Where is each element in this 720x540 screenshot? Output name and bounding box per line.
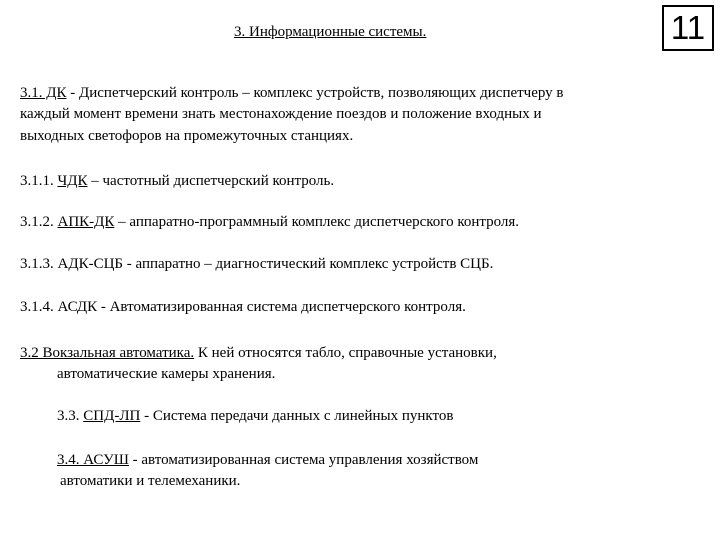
item-spd-term: СПД-ЛП — [83, 408, 141, 424]
item-chdk-num: 3.1.1. — [20, 173, 58, 189]
item-asdk: 3.1.4. АСДК - Автоматизированная система диспетчерского контроля. — [20, 299, 466, 315]
item-apk — [20, 212, 519, 233]
item-dk-text: - Диспетчерский контроль – комплекс устройств, позволяющих диспетчеру в — [66, 85, 564, 101]
item-spd-num: 3.3. — [57, 408, 84, 424]
item-chdk-text: – частотный диспетчерский контроль. — [87, 173, 335, 189]
item-asush-term: 3.4. АСУШ — [57, 452, 129, 468]
item-asush-line2: автоматики и телемеханики. — [60, 473, 241, 489]
slide-title: 3. Информационные системы. — [234, 24, 427, 40]
item-apk-num: 3.1.2. — [20, 214, 58, 230]
item-chdk-term: ЧДК — [57, 173, 88, 189]
item-dk-line2: каждый момент времени знать местонахождение поездов и положение входных и — [20, 106, 542, 122]
item-asush-text: - автоматизированная система управления хозяйством — [128, 452, 479, 468]
item-apk-text: – аппаратно-программный комплекс диспетчерского контроля. — [114, 214, 520, 230]
item-vokzal-line2: автоматические камеры хранения. — [57, 366, 276, 382]
page-number-box: 11 — [662, 5, 714, 51]
item-vokzal-line1 — [20, 343, 497, 364]
item-asush-line1 — [57, 450, 478, 471]
item-adk: 3.1.3. АДК-СЦБ - аппаратно – диагностический комплекс устройств СЦБ. — [20, 256, 494, 272]
item-chdk — [20, 171, 334, 192]
item-spd — [57, 406, 453, 427]
item-dk-term: 3.1. ДК — [20, 85, 67, 101]
item-dk-line3: выходных светофоров на промежуточных станциях. — [20, 128, 354, 144]
item-vokzal-text: К ней относятся табло, справочные установки, — [194, 345, 497, 361]
item-vokzal-term: 3.2 Вокзальная автоматика. — [20, 345, 195, 361]
item-apk-term: АПК-ДК — [57, 214, 115, 230]
item-dk-line1 — [20, 83, 564, 104]
item-spd-text: - Система передачи данных с линейных пунктов — [140, 408, 454, 424]
